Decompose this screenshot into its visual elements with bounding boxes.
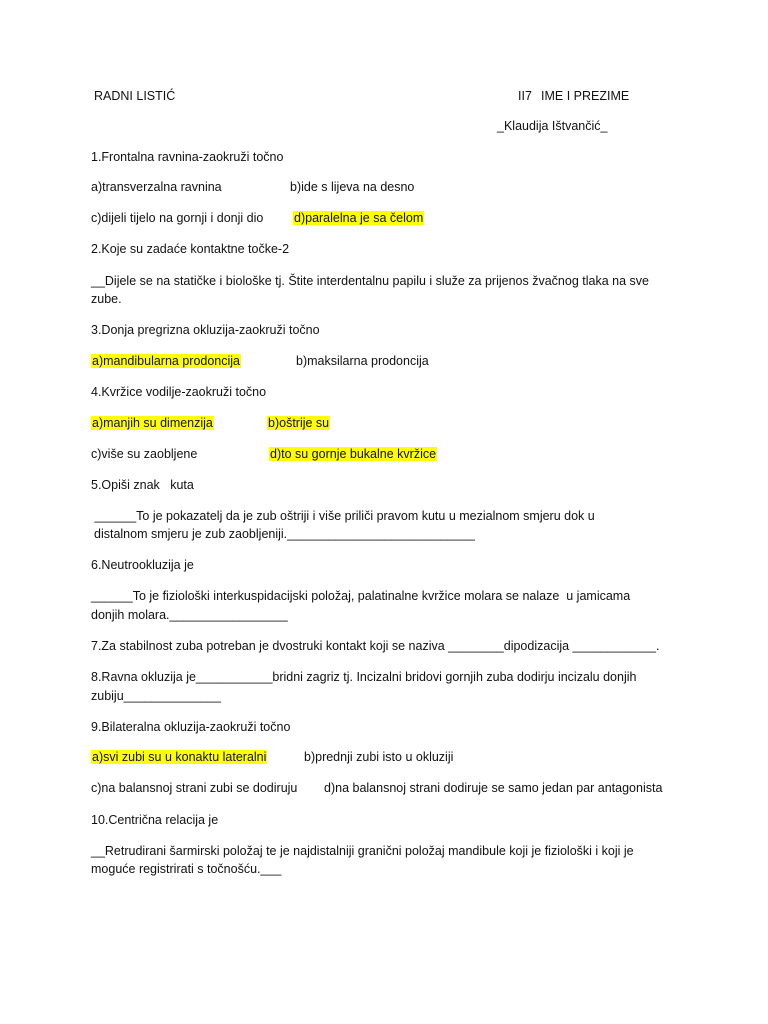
q7-question: 7.Za stabilnost zuba potreban je dvostruki kontakt koji se naziva ________dipodizacija ____________.: [91, 639, 660, 653]
q9-option-b: b)prednji zubi isto u okluziji: [304, 750, 454, 764]
q10-answer-line2: moguće registrirati s točnošću.___: [91, 862, 282, 876]
q1-option-b: b)ide s lijeva na desno: [290, 180, 415, 194]
highlight-mark: a)manjih su dimenzija: [92, 416, 213, 430]
q2-question: 2.Koje su zadaće kontaktne točke-2: [91, 242, 290, 256]
q9-option-a-highlighted: [91, 749, 267, 765]
q9-option-d: d)na balansnoj strani dodiruje se samo jedan par antagonista: [324, 781, 663, 795]
q5-answer-line1: ______To je pokazatelj da je zub oštriji i više priliči pravom kutu u mezialnom smjeru dok u: [91, 509, 595, 523]
q2-answer-line2: zube.: [91, 292, 122, 306]
q5-answer-line2: distalnom smjeru je zub zaobljeniji.___________________________: [94, 527, 475, 541]
highlight-mark: d)to su gornje bukalne kvržice: [270, 447, 437, 461]
q1-option-a: a)transverzalna ravnina: [91, 180, 222, 194]
student-name: _Klaudija Ištvančić_: [497, 119, 608, 133]
q4-option-a-highlighted: [91, 415, 214, 431]
class-label: II7: [518, 89, 532, 103]
highlight-mark: b)oštrije su: [268, 416, 330, 430]
q8-line1: 8.Ravna okluzija je___________bridni zagriz tj. Incizalni bridovi gornjih zuba dodirju incizalu donjih: [91, 670, 637, 684]
q4-option-c: c)više su zaobljene: [91, 447, 198, 461]
q5-question: 5.Opiši znak kuta: [91, 478, 194, 492]
q3-option-a-highlighted: [91, 353, 241, 369]
q9-question: 9.Bilateralna okluzija-zaokruži točno: [91, 720, 291, 734]
q6-answer-line1: ______To je fiziološki interkuspidacijski položaj, palatinalne kvržice molara se nalaze u jamicama: [91, 589, 631, 603]
q4-option-b-highlighted: [267, 415, 330, 431]
q1-option-c: c)dijeli tijelo na gornji i donji dio: [91, 211, 264, 225]
q10-answer-line1: __Retrudirani šarmirski položaj te je najdistalniji granični položaj mandibule koji je fiziološki i koji je: [91, 844, 634, 858]
highlight-mark: d)paralelna je sa čelom: [294, 211, 424, 225]
name-label: IME I PREZIME: [541, 89, 630, 103]
highlight-mark: a)mandibularna prodoncija: [92, 354, 241, 368]
q4-question: 4.Kvržice vodilje-zaokruži točno: [91, 385, 267, 399]
q8-line2: zubiju______________: [91, 689, 221, 703]
q6-question: 6.Neutrookluzija je: [91, 558, 194, 572]
q6-answer-line2: donjih molara._________________: [91, 608, 288, 622]
q2-answer-line1: __Dijele se na statičke i biološke tj. Štite interdentalnu papilu i služe za prijenos žvačnog tlaka na sve: [91, 274, 649, 288]
worksheet-title: RADNI LISTIĆ: [94, 89, 176, 103]
highlight-mark: a)svi zubi su u konaktu lateralni: [92, 750, 267, 764]
q4-option-d-highlighted: [269, 446, 437, 462]
q1-question: 1.Frontalna ravnina-zaokruži točno: [91, 150, 284, 164]
q10-question: 10.Centrična relacija je: [91, 813, 219, 827]
q3-question: 3.Donja pregrizna okluzija-zaokruži točno: [91, 323, 320, 337]
q9-option-c: c)na balansnoj strani zubi se dodiruju: [91, 781, 298, 795]
q1-option-d-highlighted: [293, 210, 424, 226]
q3-option-b: b)maksilarna prodoncija: [296, 354, 429, 368]
